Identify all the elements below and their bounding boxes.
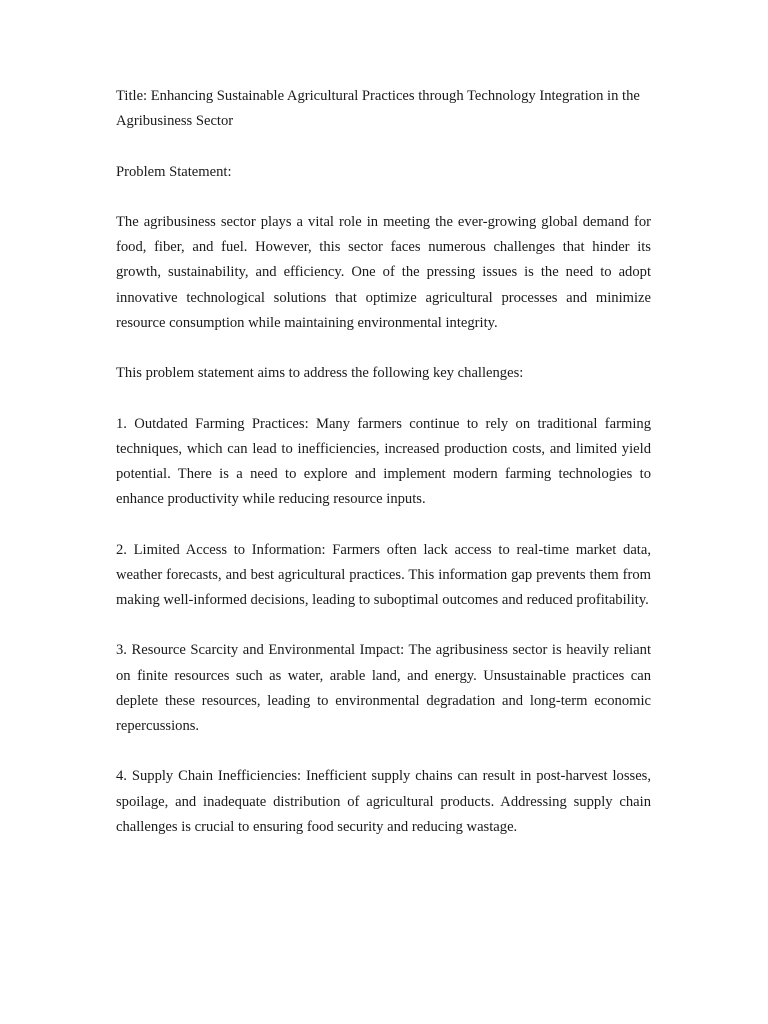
intro-paragraph: The agribusiness sector plays a vital role in meeting the ever-growing global demand for food, fiber, and fuel. However, this sector faces numerous challenges that hinder its growth, sustainability, and efficiency. One of the pressing issues is the need to adopt innovative technological solutions that optimize agricultural processes and minimize resource consumption while maintaining environmental integrity. (116, 213, 651, 331)
challenge-item-4: 4. Supply Chain Inefficiencies: Inefficient supply chains can result in post-harvest losses, spoilage, and inadequate distribution of agricultural products. Addressing supply chain challenges is crucial to ensuring food security and reducing wastage. (116, 768, 651, 835)
challenge-item-1: 1. Outdated Farming Practices: Many farmers continue to rely on traditional farming techniques, which can lead to inefficiencies, increased production costs, and limited yield potential. There is a need to explore and implement modern farming technologies to enhance productivity while reducing resource inputs. (116, 415, 651, 508)
document-title: Title: Enhancing Sustainable Agricultural Practices through Technology Integration in the Agribusiness Sector (116, 88, 640, 130)
problem-statement-heading: Problem Statement: (116, 163, 232, 180)
challenges-lead-in: This problem statement aims to address the following key challenges: (116, 365, 524, 382)
challenge-item-2: 2. Limited Access to Information: Farmers often lack access to real-time market data, weather forecasts, and best agricultural practices. This information gap prevents them from making well-informed decisions, leading to suboptimal outcomes and reduced profitability. (116, 541, 651, 608)
challenge-item-3: 3. Resource Scarcity and Environmental Impact: The agribusiness sector is heavily reliant on finite resources such as water, arable land, and energy. Unsustainable practices can deplete these resources, leading to environmental degradation and long-term economic repercussions. (116, 642, 651, 734)
document-page (116, 84, 651, 865)
